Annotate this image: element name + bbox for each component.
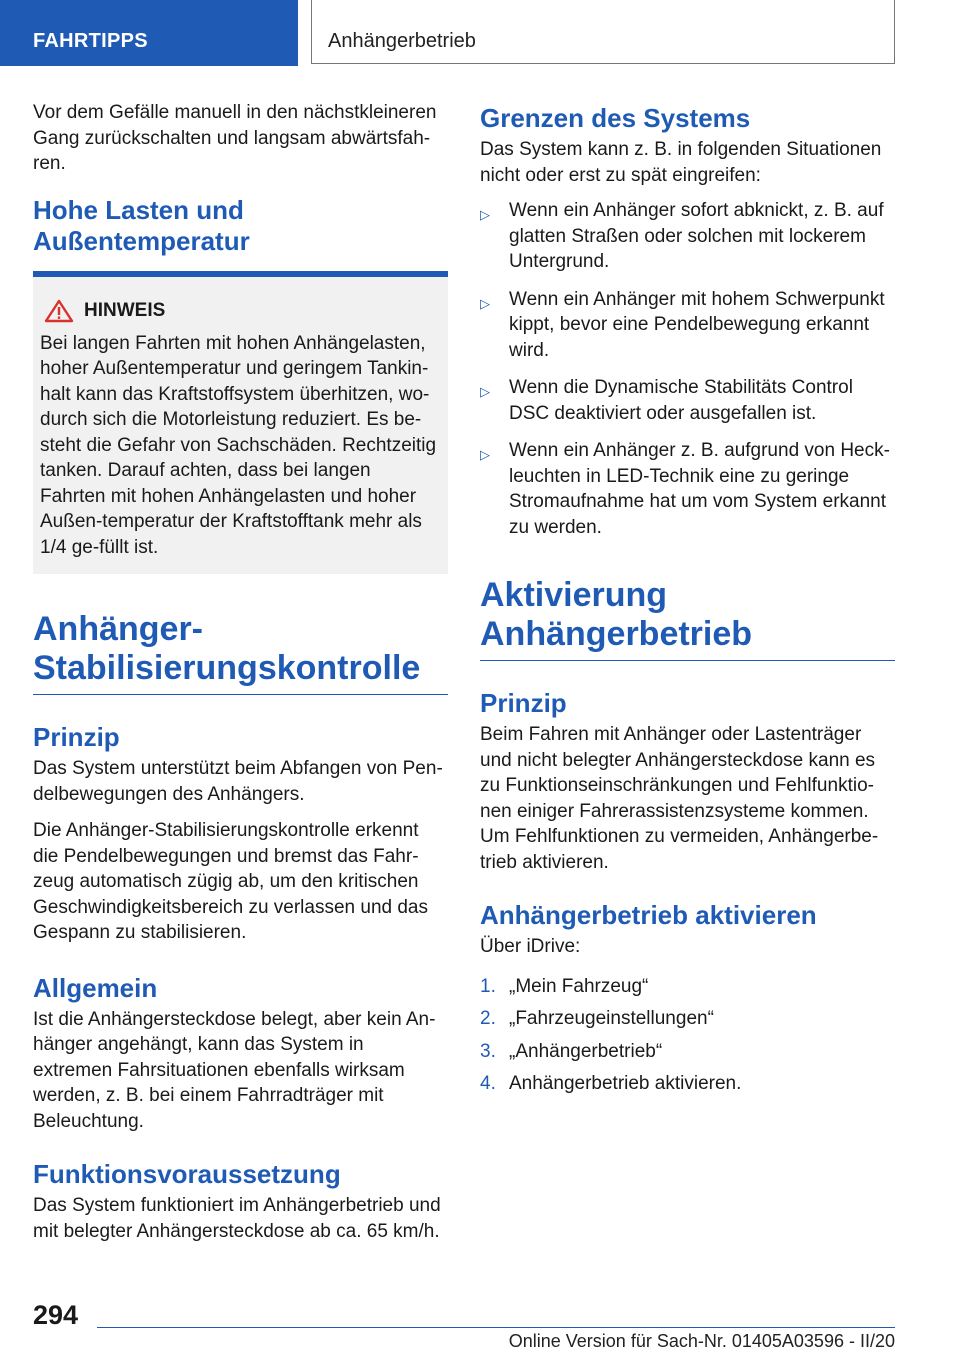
heading-aktivieren: Anhängerbetrieb aktivieren	[480, 900, 817, 930]
heading-line-1: Anhänger-	[33, 610, 203, 648]
triangle-bullet-icon: ▷	[480, 447, 490, 462]
prinzip-paragraph-2: Die Anhänger-Stabilisierungskontrolle erkennt die Pendelbewegungen und bremst das Fahr‐zeug automatisch zügig ab, um den kritischen Geschwindigkeitsbereich zu verlassen und das Gespann zu stabilisieren.	[33, 820, 428, 943]
prinzip-paragraph-1: Das System unterstützt beim Abfangen von Pen‐delbewegungen des Anhängers.	[33, 758, 443, 805]
heading-line-2: Anhängerbetrieb	[480, 615, 753, 653]
steps-list	[480, 974, 895, 1097]
intro-paragraph: Vor dem Gefälle manuell in den nächstkleineren Gang zurückschalten und langsam abwärtsfah‐ren.	[33, 102, 437, 174]
footer-online-version: Online Version für Sach-Nr. 01405A03596 - II/20	[508, 1331, 895, 1351]
heading-grenzen: Grenzen des Systems	[480, 103, 751, 133]
heading-funktionsvoraussetzung: Funktionsvoraussetzung	[33, 1159, 341, 1189]
step-number: 1.	[480, 975, 496, 997]
notice-text: Bei langen Fahrten mit hohen Anhängelasten, hoher Außentemperatur und geringem Tankin‐halt kann das Kraftstoffsystem überhitzen, wo‐durch sich die Motorleistung reduziert. Es be‐steht die Gefahr von Sachschäden. Rechtzeitig tanken. Darauf achten, dass bei langen Fahrten mit hohen Anhängelasten und hoher Außen‐temperatur der Kraftstofftank mehr als 1/4 ge‐füllt ist.	[40, 332, 437, 558]
funktion-paragraph: Das System funktioniert im Anhängerbetrieb und mit belegter Anhängersteckdose ab ca. 65 km/h.	[33, 1195, 441, 1242]
grenzen-paragraph: Das System kann z. B. in folgenden Situationen nicht oder erst zu spät eingreifen:	[480, 139, 882, 186]
triangle-bullet-icon: ▷	[480, 295, 490, 311]
step-number: 4.	[480, 1073, 496, 1094]
list-item: 3. „Anhängerbetrieb“	[480, 1039, 895, 1065]
list-item: ▷ Wenn ein Anhänger z. B. aufgrund von Heck‐leuchten in LED-Technik eine zu geringe Stromaufnahme hat um vom System erkannt zu werden.	[480, 440, 890, 538]
page-number: 294	[33, 1300, 79, 1330]
heading-anhaenger-stabilisierung	[33, 610, 448, 695]
list-item: ▷ Wenn ein Anhänger sofort abknickt, z. B. auf glatten Straßen oder solchen mit lockerem Untergrund.	[480, 200, 884, 272]
left-column	[33, 100, 448, 1255]
warning-icon	[44, 299, 74, 323]
topic-tab: Anhängerbetrieb	[311, 0, 895, 64]
step-number: 3.	[480, 1040, 496, 1062]
allgemein-paragraph: Ist die Anhängersteckdose belegt, aber kein An‐hänger angehängt, kann das System in extremen Fahrsituationen ebenfalls wirksam werden, z. B. bei einem Fahrradträger mit Beleuchtung.	[33, 1008, 436, 1132]
heading-hohe-lasten: Hohe Lasten und Außentemperatur	[33, 194, 250, 256]
notice-title: HINWEIS	[84, 299, 166, 321]
heading-line-2: Stabilisierungskontrolle	[33, 649, 421, 687]
heading-prinzip: Prinzip	[480, 688, 567, 718]
notice-header	[40, 299, 440, 323]
triangle-bullet-icon: ▷	[480, 384, 490, 399]
page-header	[0, 0, 960, 66]
grenzen-list	[480, 198, 895, 540]
list-item: ▷ Wenn die Dynamische Stabilitäts Control DSC deaktiviert oder ausgefallen ist.	[480, 377, 853, 424]
heading-line-1: Aktivierung	[480, 576, 668, 614]
section-tab: FAHRTIPPS	[0, 0, 298, 66]
heading-allgemein: Allgemein	[33, 972, 158, 1003]
list-item: 1. „Mein Fahrzeug“	[480, 974, 895, 1000]
triangle-bullet-icon: ▷	[480, 207, 490, 222]
heading-prinzip: Prinzip	[33, 722, 120, 752]
step-number: 2.	[480, 1008, 496, 1029]
list-item: 2. „Fahrzeugeinstellungen“	[480, 1006, 895, 1032]
right-column	[480, 100, 895, 1104]
prinzip-paragraph: Beim Fahren mit Anhänger oder Lastenträger und nicht belegter Anhängersteckdose kann es zu Funktionseinschränkungen und Fehlfunktio‐nen einiger Fahrerassistenzsysteme kommen. Um Fehlfunktionen zu vermeiden, Anhängerbe‐trieb aktivieren.	[480, 724, 879, 873]
aktivieren-paragraph: Über iDrive:	[480, 936, 581, 957]
notice-box	[33, 271, 448, 575]
list-item: 4. Anhängerbetrieb aktivieren.	[480, 1071, 895, 1097]
heading-aktivierung	[480, 576, 895, 661]
list-item: ▷ Wenn ein Anhänger mit hohem Schwerpunkt kippt, bevor eine Pendelbewegung erkannt wird.	[480, 288, 885, 361]
footer-divider	[97, 1327, 895, 1328]
